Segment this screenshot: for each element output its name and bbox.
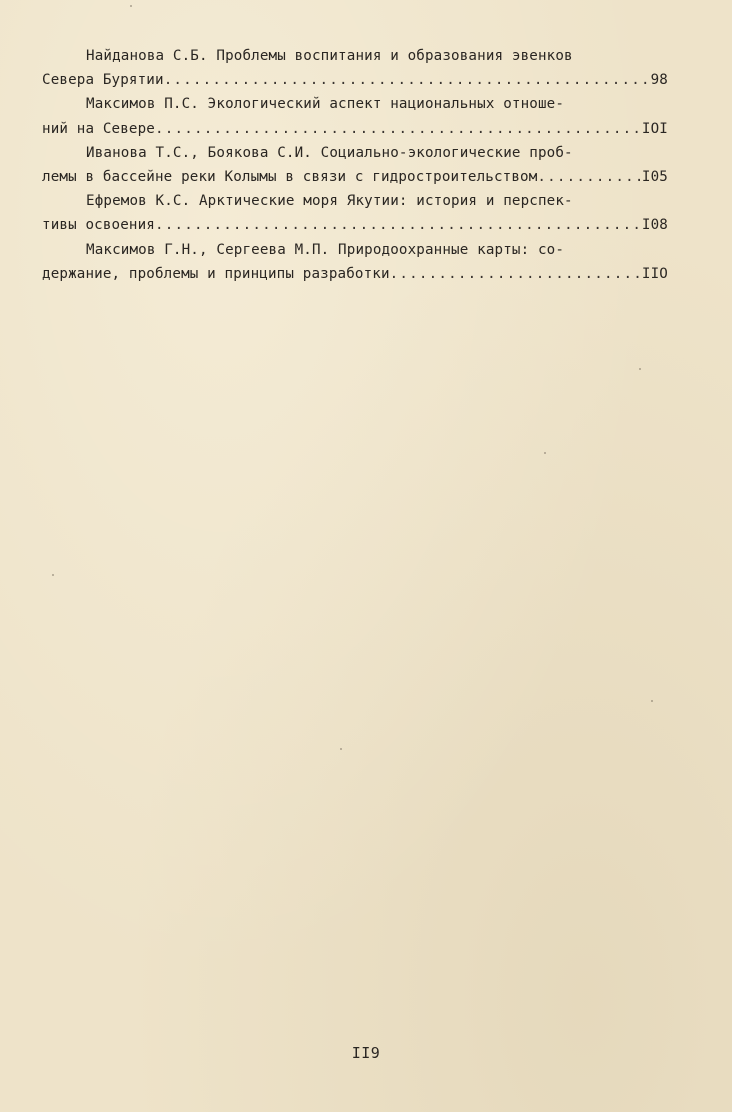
toc-entry-text: тивы освоения [42, 217, 155, 234]
toc-dot-leader [390, 262, 641, 286]
toc-page-number: 98 [650, 72, 668, 89]
toc-entry-text: лемы в бассейне реки Колымы в связи с гидростроительством [42, 168, 538, 185]
paper-speck [639, 368, 641, 370]
toc-entry-continuation [42, 68, 668, 92]
toc-entry-continuation [42, 213, 668, 237]
paper-speck [52, 574, 54, 576]
toc-entry-title: Найданова С.Б. Проблемы воспитания и образования эвенков [86, 48, 573, 64]
toc-entry [42, 189, 668, 237]
table-of-contents [42, 44, 668, 286]
paper-speck [340, 748, 342, 750]
toc-entry [42, 92, 668, 140]
toc-entry-title: Иванова Т.С., Боякова С.И. Социально-экологические проб- [86, 144, 573, 161]
paper-speck [130, 5, 132, 7]
toc-entry [42, 238, 668, 286]
toc-entry-continuation [42, 165, 668, 189]
paper-speck [651, 700, 653, 702]
toc-entry-title: Максимов Г.Н., Сергеева М.П. Природоохранные карты: со- [86, 241, 565, 258]
toc-entry-title: Ефремов К.С. Арктические моря Якутии: история и перспек- [86, 193, 573, 210]
toc-entry-text: Севера Бурятии [42, 72, 164, 89]
toc-entry-continuation [42, 262, 668, 286]
toc-dot-leader [164, 68, 650, 92]
toc-entry-continuation [42, 117, 668, 141]
page-number: II9 [351, 1044, 381, 1062]
toc-dot-leader [155, 213, 641, 237]
toc-page-number: I05 [641, 168, 668, 185]
toc-dot-leader [155, 117, 641, 141]
toc-page-number: I08 [641, 217, 668, 234]
toc-entry [42, 141, 668, 189]
toc-entry-text: держание, проблемы и принципы разработки [42, 265, 390, 282]
toc-entry-title: Максимов П.С. Экологический аспект национальных отноше- [86, 96, 565, 113]
toc-page-number: IOI [641, 120, 668, 137]
toc-entry [42, 44, 668, 92]
paper-speck [544, 452, 546, 454]
toc-page-number: IIO [641, 265, 668, 282]
toc-entry-text: ний на Севере [42, 120, 155, 137]
toc-dot-leader [537, 165, 641, 189]
